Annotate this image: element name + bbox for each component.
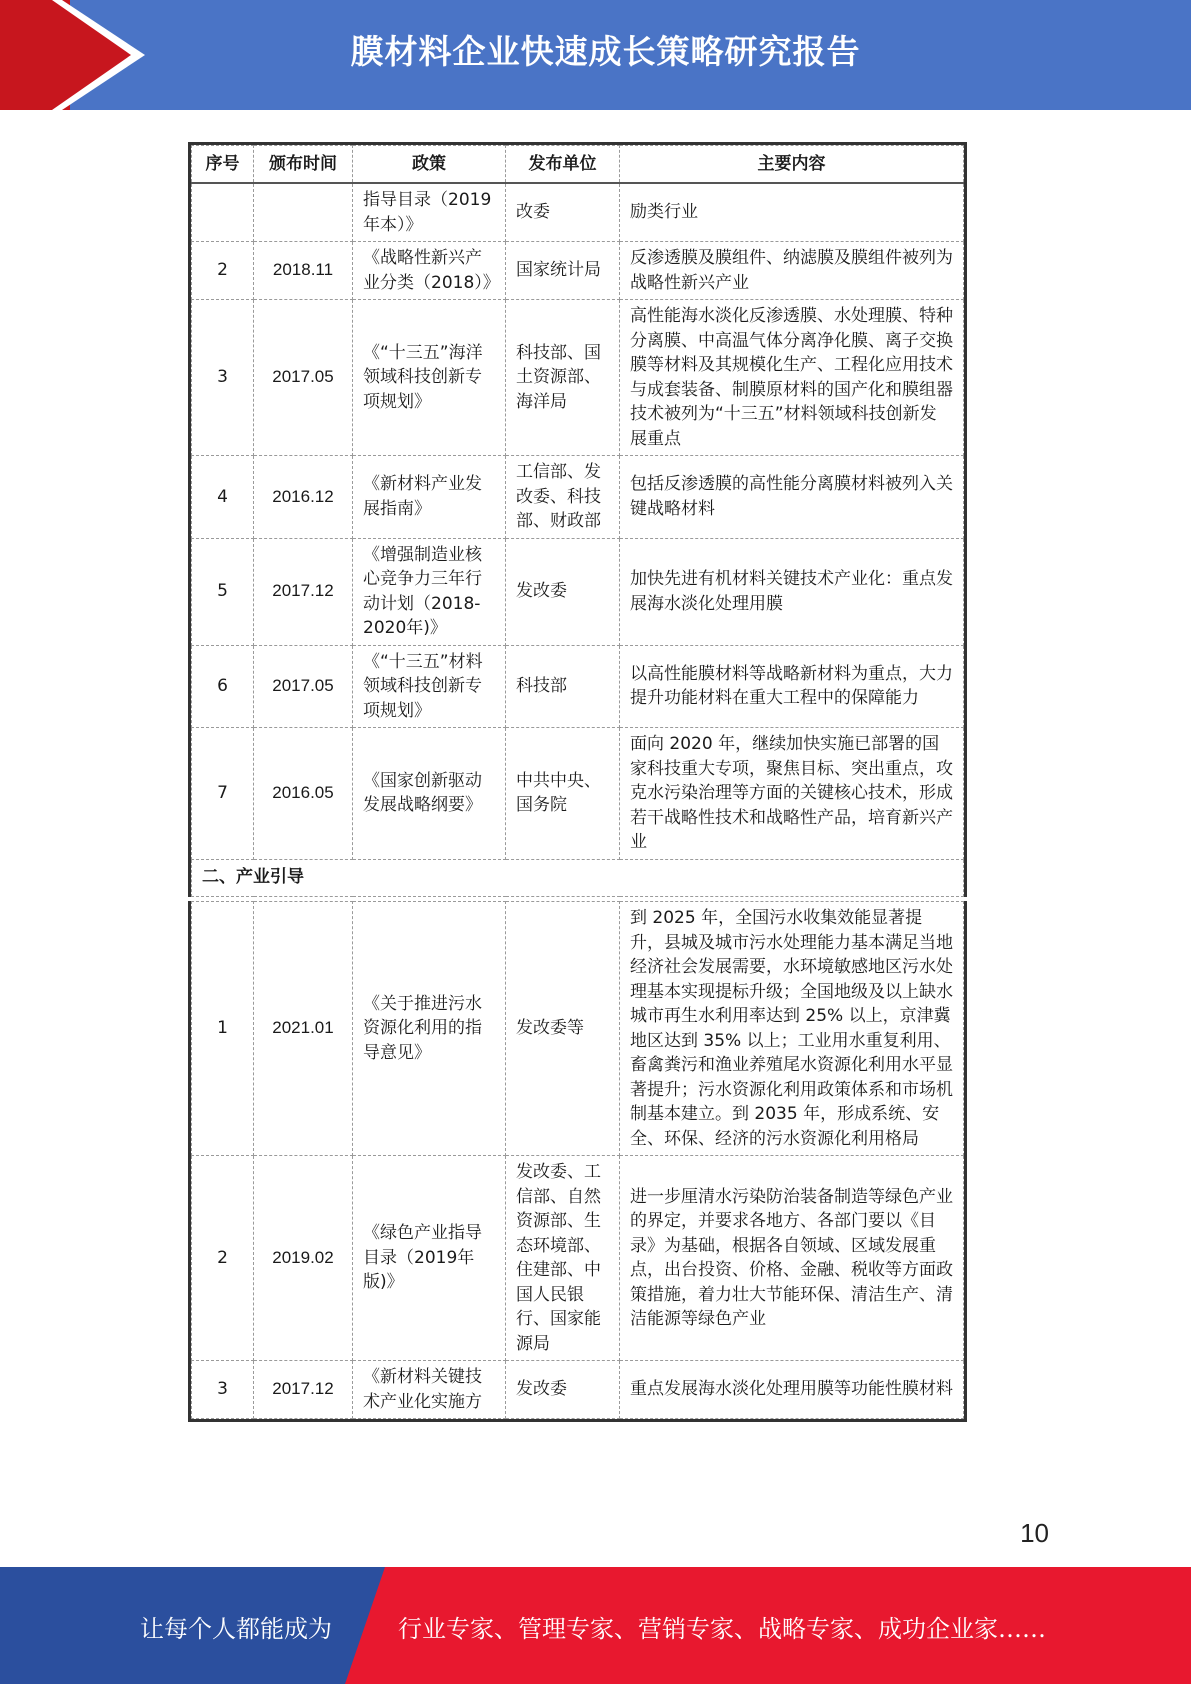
row-number: 1 <box>192 902 254 1156</box>
row-number: 5 <box>192 538 254 645</box>
row-policy: 《国家创新驱动发展战略纲要》 <box>353 728 506 860</box>
row-date: 2016.05 <box>254 728 353 860</box>
row-policy: 《增强制造业核心竞争力三年行动计划（2018-2020年)》 <box>353 538 506 645</box>
row-policy: 《新材料产业发展指南》 <box>353 456 506 539</box>
col-header-date: 颁布时间 <box>254 146 353 184</box>
row-content: 励类行业 <box>620 183 964 242</box>
row-unit: 发改委、工信部、自然资源部、生态环境部、住建部、中国人民银行、国家能源局 <box>506 1156 620 1361</box>
table-row <box>192 1361 964 1419</box>
page-number: 10 <box>1020 1518 1049 1548</box>
row-number: 3 <box>192 300 254 456</box>
table-row <box>192 902 964 1156</box>
table-row <box>192 538 964 645</box>
row-number: 2 <box>192 1156 254 1361</box>
row-unit: 工信部、发改委、科技部、财政部 <box>506 456 620 539</box>
row-number: 2 <box>192 242 254 300</box>
row-content: 进一步厘清水污染防治装备制造等绿色产业的界定，并要求各地方、各部门要以《目录》为基础，根据各自领域、区域发展重点，出台投资、价格、金融、税收等方面政策措施，着力壮大节能环保、清洁生产、清洁能源等绿色产业 <box>620 1156 964 1361</box>
footer-banner <box>0 1567 1191 1684</box>
policy-table-top <box>188 142 967 897</box>
footer-slogan-right: 行业专家、管理专家、营销专家、战略专家、成功企业家…… <box>398 1615 1046 1643</box>
row-content: 以高性能膜材料等战略新材料为重点，大力提升功能材料在重大工程中的保障能力 <box>620 645 964 728</box>
row-number: 3 <box>192 1361 254 1419</box>
row-date: 2017.12 <box>254 538 353 645</box>
row-policy: 《战略性新兴产业分类（2018）》 <box>353 242 506 300</box>
table-row <box>192 242 964 300</box>
row-date: 2017.12 <box>254 1361 353 1419</box>
row-policy: 指导目录（2019年本）》 <box>353 183 506 242</box>
row-date: 2019.02 <box>254 1156 353 1361</box>
footer-slogan-left: 让每个人都能成为 <box>140 1615 332 1643</box>
row-number: 6 <box>192 645 254 728</box>
col-header-unit: 发布单位 <box>506 146 620 184</box>
row-date <box>254 183 353 242</box>
table-header-row <box>192 146 964 184</box>
row-policy: 《绿色产业指导目录（2019年版)》 <box>353 1156 506 1361</box>
row-content: 加快先进有机材料关键技术产业化：重点发展海水淡化处理用膜 <box>620 538 964 645</box>
col-header-no: 序号 <box>192 146 254 184</box>
row-number: 7 <box>192 728 254 860</box>
row-content: 高性能海水淡化反渗透膜、水处理膜、特种分离膜、中高温气体分离净化膜、离子交换膜等材料及其规模化生产、工程化应用技术与成套装备、制膜原材料的国产化和膜组器技术被列为“十三五”材料领域科技创新发展重点 <box>620 300 964 456</box>
row-number: 4 <box>192 456 254 539</box>
table-row <box>192 645 964 728</box>
row-content: 面向 2020 年，继续加快实施已部署的国家科技重大专项，聚焦目标、突出重点，攻克水污染治理等方面的关键核心技术，形成若干战略性技术和战略性产品，培育新兴产业 <box>620 728 964 860</box>
row-unit: 改委 <box>506 183 620 242</box>
col-header-content: 主要内容 <box>620 146 964 184</box>
table-row <box>192 456 964 539</box>
row-unit: 中共中央、国务院 <box>506 728 620 860</box>
row-unit: 科技部 <box>506 645 620 728</box>
section-row <box>192 859 964 896</box>
table-row <box>192 728 964 860</box>
table-row <box>192 183 964 242</box>
row-policy: 《“十三五”材料领域科技创新专项规划》 <box>353 645 506 728</box>
row-number <box>192 183 254 242</box>
row-unit: 发改委 <box>506 1361 620 1419</box>
row-date: 2018.11 <box>254 242 353 300</box>
row-date: 2021.01 <box>254 902 353 1156</box>
row-date: 2017.05 <box>254 645 353 728</box>
report-header <box>0 0 1191 110</box>
policy-table-bottom <box>188 901 967 1422</box>
row-date: 2016.12 <box>254 456 353 539</box>
row-unit: 发改委等 <box>506 902 620 1156</box>
row-date: 2017.05 <box>254 300 353 456</box>
row-content: 到 2025 年，全国污水收集效能显著提升，县城及城市污水处理能力基本满足当地经济社会发展需要，水环境敏感地区污水处理基本实现提标升级；全国地级及以上缺水城市再生水利用率达到 25% 以上，京津冀地区达到 35% 以上；工业用水重复利用、畜禽粪污和渔业养殖尾水资源化利用水平显著提升；污水资源化利用政策体系和市场机制基本建立。到 2035 年，形成系统、安全、环保、经济的污水资源化利用格局 <box>620 902 964 1156</box>
report-title: 膜材料企业快速成长策略研究报告 <box>350 32 861 71</box>
row-unit: 发改委 <box>506 538 620 645</box>
row-unit: 科技部、国土资源部、海洋局 <box>506 300 620 456</box>
row-unit: 国家统计局 <box>506 242 620 300</box>
row-policy: 《关于推进污水资源化利用的指导意见》 <box>353 902 506 1156</box>
col-header-policy: 政策 <box>353 146 506 184</box>
row-content: 包括反渗透膜的高性能分离膜材料被列入关键战略材料 <box>620 456 964 539</box>
table-row <box>192 300 964 456</box>
row-content: 反渗透膜及膜组件、纳滤膜及膜组件被列为战略性新兴产业 <box>620 242 964 300</box>
row-policy: 《新材料关键技术产业化实施方 <box>353 1361 506 1419</box>
section-heading: 二、产业引导 <box>192 859 964 896</box>
row-content: 重点发展海水淡化处理用膜等功能性膜材料 <box>620 1361 964 1419</box>
table-row <box>192 1156 964 1361</box>
row-policy: 《“十三五”海洋领域科技创新专项规划》 <box>353 300 506 456</box>
